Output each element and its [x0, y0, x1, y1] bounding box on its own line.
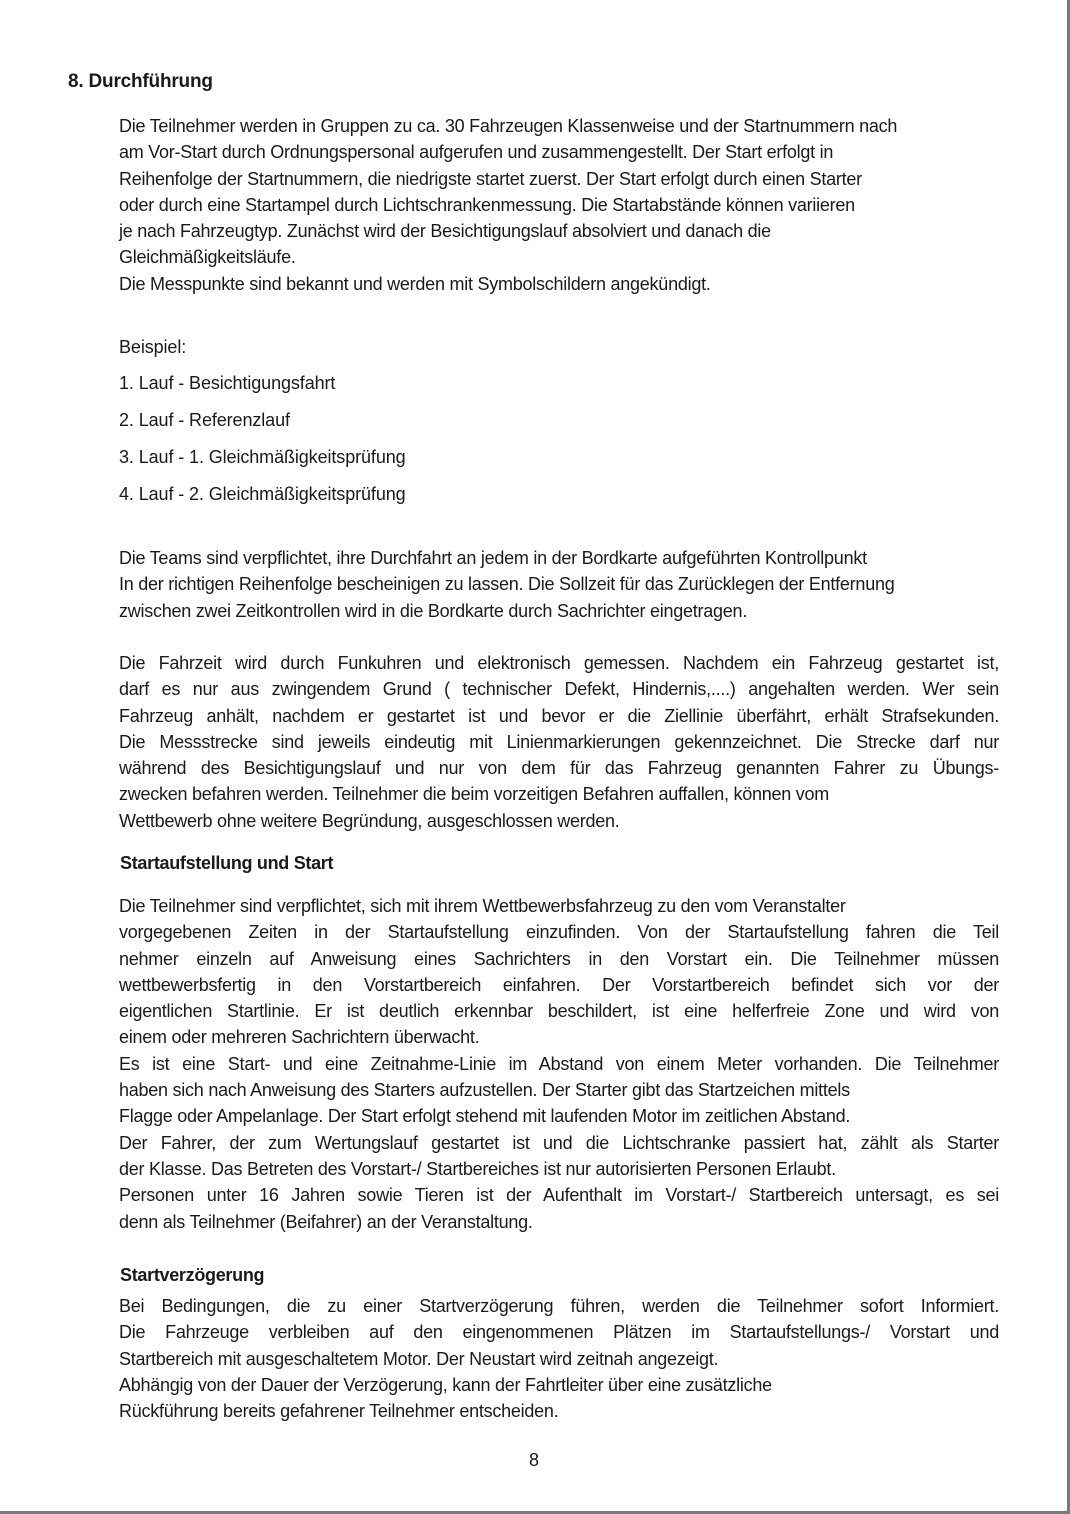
text-line: wettbewerbsfertig in den Vorstartbereich einfahren. Der Vorstartbereich befindet sich vor der	[119, 974, 999, 995]
page-number: 8	[529, 1450, 540, 1470]
start-subheading: Startaufstellung und Start	[120, 853, 334, 873]
delay-subheading: Startverzögerung	[120, 1265, 265, 1285]
text-line: zwecken befahren werden. Teilnehmer die beim vorzeitigen Befahren auffallen, können vom	[119, 784, 830, 805]
run-list-item: 1. Lauf - Besichtigungsfahrt	[119, 373, 336, 393]
text-line: Rückführung bereits gefahrener Teilnehmer entscheiden.	[119, 1401, 559, 1422]
text-line: Flagge oder Ampelanlage. Der Start erfolgt stehend mit laufenden Motor im zeitlichen Abstand.	[119, 1106, 851, 1127]
text-line: Wettbewerb ohne weitere Begründung, ausgeschlossen werden.	[119, 810, 620, 831]
run-list-item: 4. Lauf - 2. Gleichmäßigkeitsprüfung	[119, 484, 406, 504]
text-line: am Vor-Start durch Ordnungspersonal aufgerufen und zusammengestellt. Der Start erfolgt in	[119, 142, 834, 163]
run-list-item: 2. Lauf - Referenzlauf	[119, 410, 290, 430]
text-line: zwischen zwei Zeitkontrollen wird in die Bordkarte durch Sachrichter eingetragen.	[119, 600, 748, 621]
text-line: Der Fahrer, der zum Wertungslauf gestartet ist und die Lichtschranke passiert hat, zählt als Starter	[119, 1132, 999, 1153]
teams-paragraph	[119, 545, 999, 624]
text-line: Es ist eine Start- und eine Zeitnahme-Linie im Abstand von einem Meter vorhanden. Die Teilnehmer	[119, 1053, 999, 1074]
text-line: während des Besichtigungslauf und nur von dem für das Fahrzeug genannten Fahrer zu Übungs-	[119, 758, 999, 779]
text-line: Die Fahrzeit wird durch Funkuhren und elektronisch gemessen. Nachdem ein Fahrzeug gestartet ist,	[119, 653, 999, 673]
run-list-item: 3. Lauf - 1. Gleichmäßigkeitsprüfung	[119, 447, 406, 467]
text-line: Startbereich mit ausgeschaltetem Motor. Der Neustart wird zeitnah angezeigt.	[119, 1348, 719, 1369]
text-line: einem oder mehreren Sachrichtern überwacht.	[119, 1027, 480, 1048]
example-label: Beispiel:	[119, 337, 187, 357]
text-line: Die Messstrecke sind jeweils eindeutig mit Linienmarkierungen gekennzeichnet. Die Strecke darf nur	[119, 731, 999, 752]
text-line: In der richtigen Reihenfolge bescheinigen zu lassen. Die Sollzeit für das Zurücklegen der Entfernung	[119, 574, 895, 595]
delay-paragraph	[119, 1293, 999, 1424]
text-line: Bei Bedingungen, die zu einer Startverzögerung führen, werden die Teilnehmer sofort Informiert.	[119, 1296, 999, 1316]
intro-paragraph	[119, 113, 999, 297]
text-line: vorgegebenen Zeiten in der Startaufstellung einzufinden. Von der Startaufstellung fahren die Teil	[119, 922, 999, 943]
text-line: der Klasse. Das Betreten des Vorstart-/ Startbereiches ist nur autorisierten Personen Erlaubt.	[119, 1158, 836, 1179]
text-line: Gleichmäßigkeitsläufe.	[119, 247, 296, 268]
text-line: haben sich nach Anweisung des Starters aufzustellen. Der Starter gibt das Startzeichen mittels	[119, 1080, 850, 1101]
text-line: oder durch eine Startampel durch Lichtschrankenmessung. Die Startabstände können variieren	[119, 194, 855, 215]
text-line: Die Teams sind verpflichtet, ihre Durchfahrt an jedem in der Bordkarte aufgeführten Kontrollpunkt	[119, 548, 867, 568]
text-line: denn als Teilnehmer (Beifahrer) an der Veranstaltung.	[119, 1211, 533, 1232]
text-line: Fahrzeug anhält, nachdem er gestartet ist und bevor er die Ziellinie überfährt, erhält Strafsekunden.	[119, 705, 999, 726]
text-line: Die Messpunkte sind bekannt und werden mit Symbolschildern angekündigt.	[119, 273, 711, 294]
start-paragraph	[119, 893, 999, 1235]
timing-paragraph	[119, 650, 999, 834]
text-line: Abhängig von der Dauer der Verzögerung, kann der Fahrtleiter über eine zusätzliche	[119, 1374, 772, 1395]
text-line: Die Teilnehmer werden in Gruppen zu ca. 30 Fahrzeugen Klassenweise und der Startnummern nach	[119, 116, 898, 136]
text-line: Personen unter 16 Jahren sowie Tieren ist der Aufenthalt im Vorstart-/ Startbereich untersagt, es sei	[119, 1185, 999, 1206]
text-line: Die Teilnehmer sind verpflichtet, sich mit ihrem Wettbewerbsfahrzeug zu den vom Veranstalter	[119, 896, 846, 916]
text-line: darf es nur aus zwingendem Grund ( technischer Defekt, Hindernis,....) angehalten werden. Wer sein	[119, 679, 999, 700]
text-line: Die Fahrzeuge verbleiben auf den eingenommenen Plätzen im Startaufstellungs-/ Vorstart und	[119, 1322, 999, 1343]
text-line: eigentlichen Startlinie. Er ist deutlich erkennbar beschildert, ist eine helferfreie Zone und wird von	[119, 1001, 999, 1022]
section-heading: 8. Durchführung	[68, 71, 213, 92]
text-line: Reihenfolge der Startnummern, die niedrigste startet zuerst. Der Start erfolgt durch einen Starter	[119, 168, 862, 189]
text-line: je nach Fahrzeugtyp. Zunächst wird der Besichtigungslauf absolviert und danach die	[119, 221, 771, 242]
text-line: nehmer einzeln auf Anweisung eines Sachrichters in den Vorstart ein. Die Teilnehmer müssen	[119, 948, 999, 969]
